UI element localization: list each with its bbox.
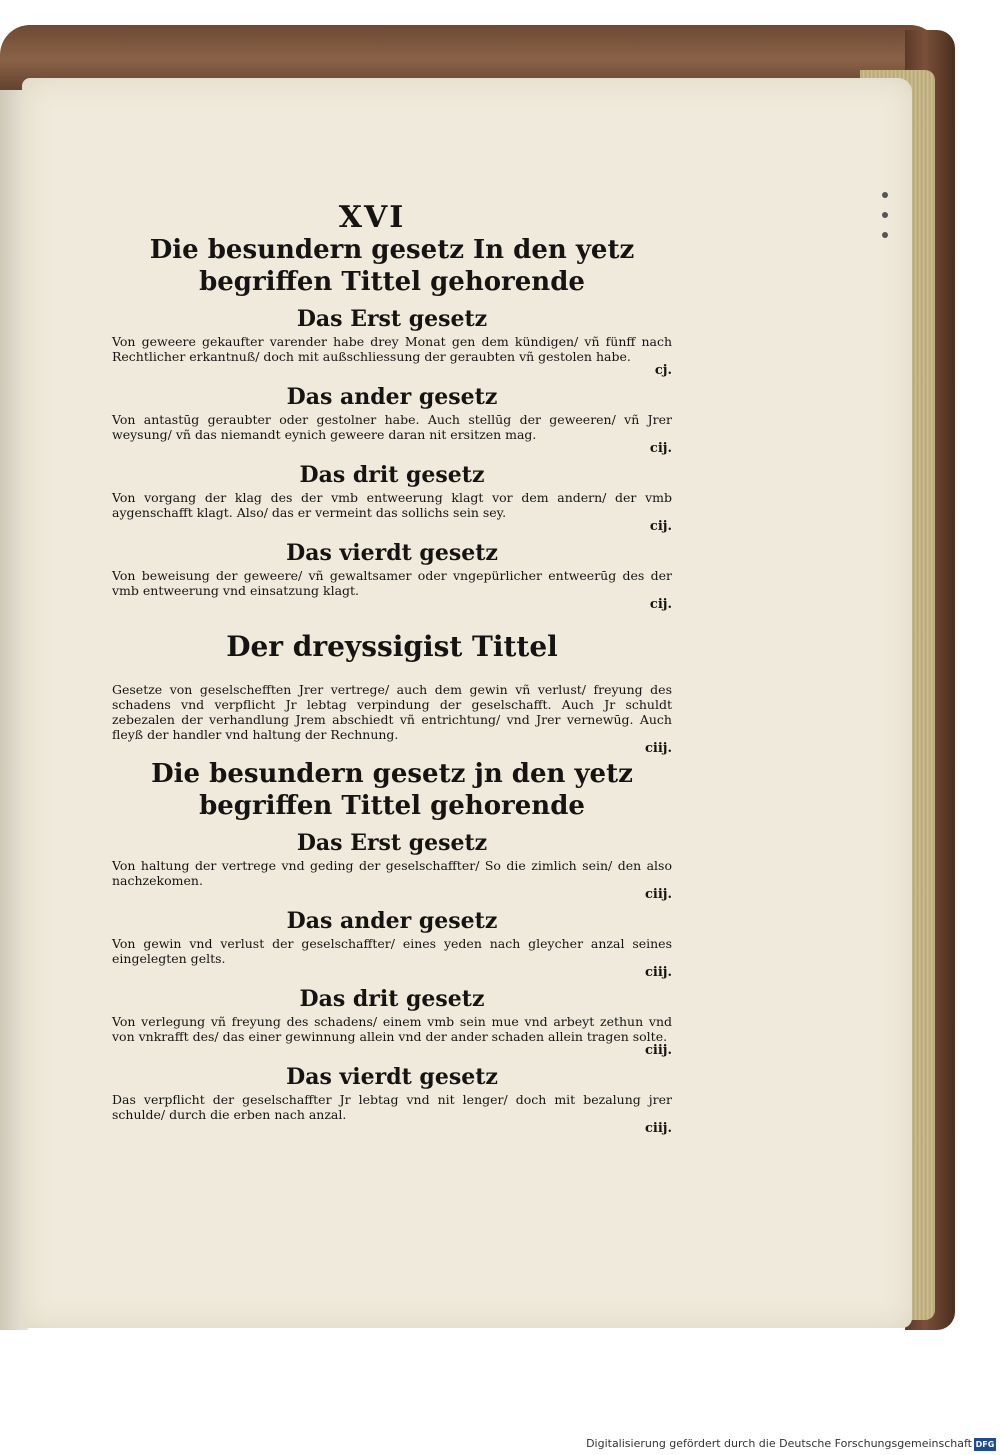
margin-dot [882,212,888,218]
section-summary: Von geweere gekaufter varender habe drey Monat gen dem kündigen/ vñ fünff nach Rechtlicher erkantnuß/ doch mit außschliessung der geraubten vñ gestolen habe. [112,334,672,364]
folio-reference: ciij. [644,741,672,756]
section-summary: Gesetze von geselschefften Jrer vertrege/ auch dem gewin vñ verlust/ freyung des schadens vnd verpflicht Jr lebtag verpindung der geselschafft. Auch Jr schuldt zebezalen der verhandlung Jrem abschiedt vñ entrichtung/ vnd Jrer vernewūg. Auch fleyß der handler vnd haltung der Rechnung. [112,682,672,742]
section-summary: Von vorgang der klag des der vmb entweerung klagt vor dem andern/ der vmb aygenschafft klagt. Also/ das er vermeint das sollichs sein sey. [112,490,672,520]
section-summary: Von haltung der vertrege vnd geding der geselschaffter/ So die zimlich sein/ den also nachzekomen. [112,858,672,888]
footer-bar [0,1430,1000,1455]
chapter-heading: Der dreyssigist Tittel [226,630,558,663]
section-summary: Von verlegung vñ freyung des schadens/ einem vmb sein mue vnd arbeyt zethun vnd von vnkrafft des/ das einer gewinnung allein vnd der ander schaden allein tragen solte. [112,1014,672,1044]
funding-credit: Digitalisierung gefördert durch die Deutsche Forschungsgemeinschaft [586,1437,972,1450]
section-heading: Das drit gesetz [299,462,485,488]
folio-number: XVI [338,200,406,235]
section-heading: Das vierdt gesetz [286,1064,498,1090]
folio-reference: ciij. [644,887,672,902]
margin-dot [882,232,888,238]
folio-reference: cij. [649,597,672,612]
section-heading: Das vierdt gesetz [286,540,498,566]
section-summary: Das verpflicht der geselschaffter Jr lebtag vnd nit lenger/ doch mit bezalung jrer schulde/ durch die erben nach anzal. [112,1092,672,1122]
section-summary: Von gewin vnd verlust der geselschaffter/ eines yeden nach gleycher anzal seines eingelegten gelts. [112,936,672,966]
folio-reference: cj. [654,363,672,378]
section-heading: Das ander gesetz [286,384,498,410]
block-title: Die besundern gesetz In den yetz begriffen Tittel gehorende [149,235,635,297]
dfg-logo-icon: DFG [975,1440,995,1449]
folio-reference: cij. [649,519,672,534]
block-title: Die besundern gesetz jn den yetz begriffen Tittel gehorende [151,759,633,821]
folio-reference: ciij. [644,965,672,980]
section-heading: Das drit gesetz [299,986,485,1012]
margin-dot [882,192,888,198]
margin-marks [882,192,888,252]
folio-reference: cij. [649,441,672,456]
folio-reference: ciij. [644,1043,672,1058]
folio-reference: ciij. [644,1121,672,1136]
section-summary: Von antastūg geraubter oder gestolner habe. Auch stellūg der geweeren/ vñ Jrer weysung/ vñ das niemandt eynich geweere daran nit ersitzen mag. [112,412,672,442]
section-heading: Das Erst gesetz [296,306,488,332]
section-summary: Von beweisung der geweere/ vñ gewaltsamer oder vngepürlicher entweerūg des der vmb entweerung vnd einsatzung klagt. [112,568,672,598]
section-heading: Das ander gesetz [286,908,498,934]
section-heading: Das Erst gesetz [296,830,488,856]
page-text [112,200,672,1138]
